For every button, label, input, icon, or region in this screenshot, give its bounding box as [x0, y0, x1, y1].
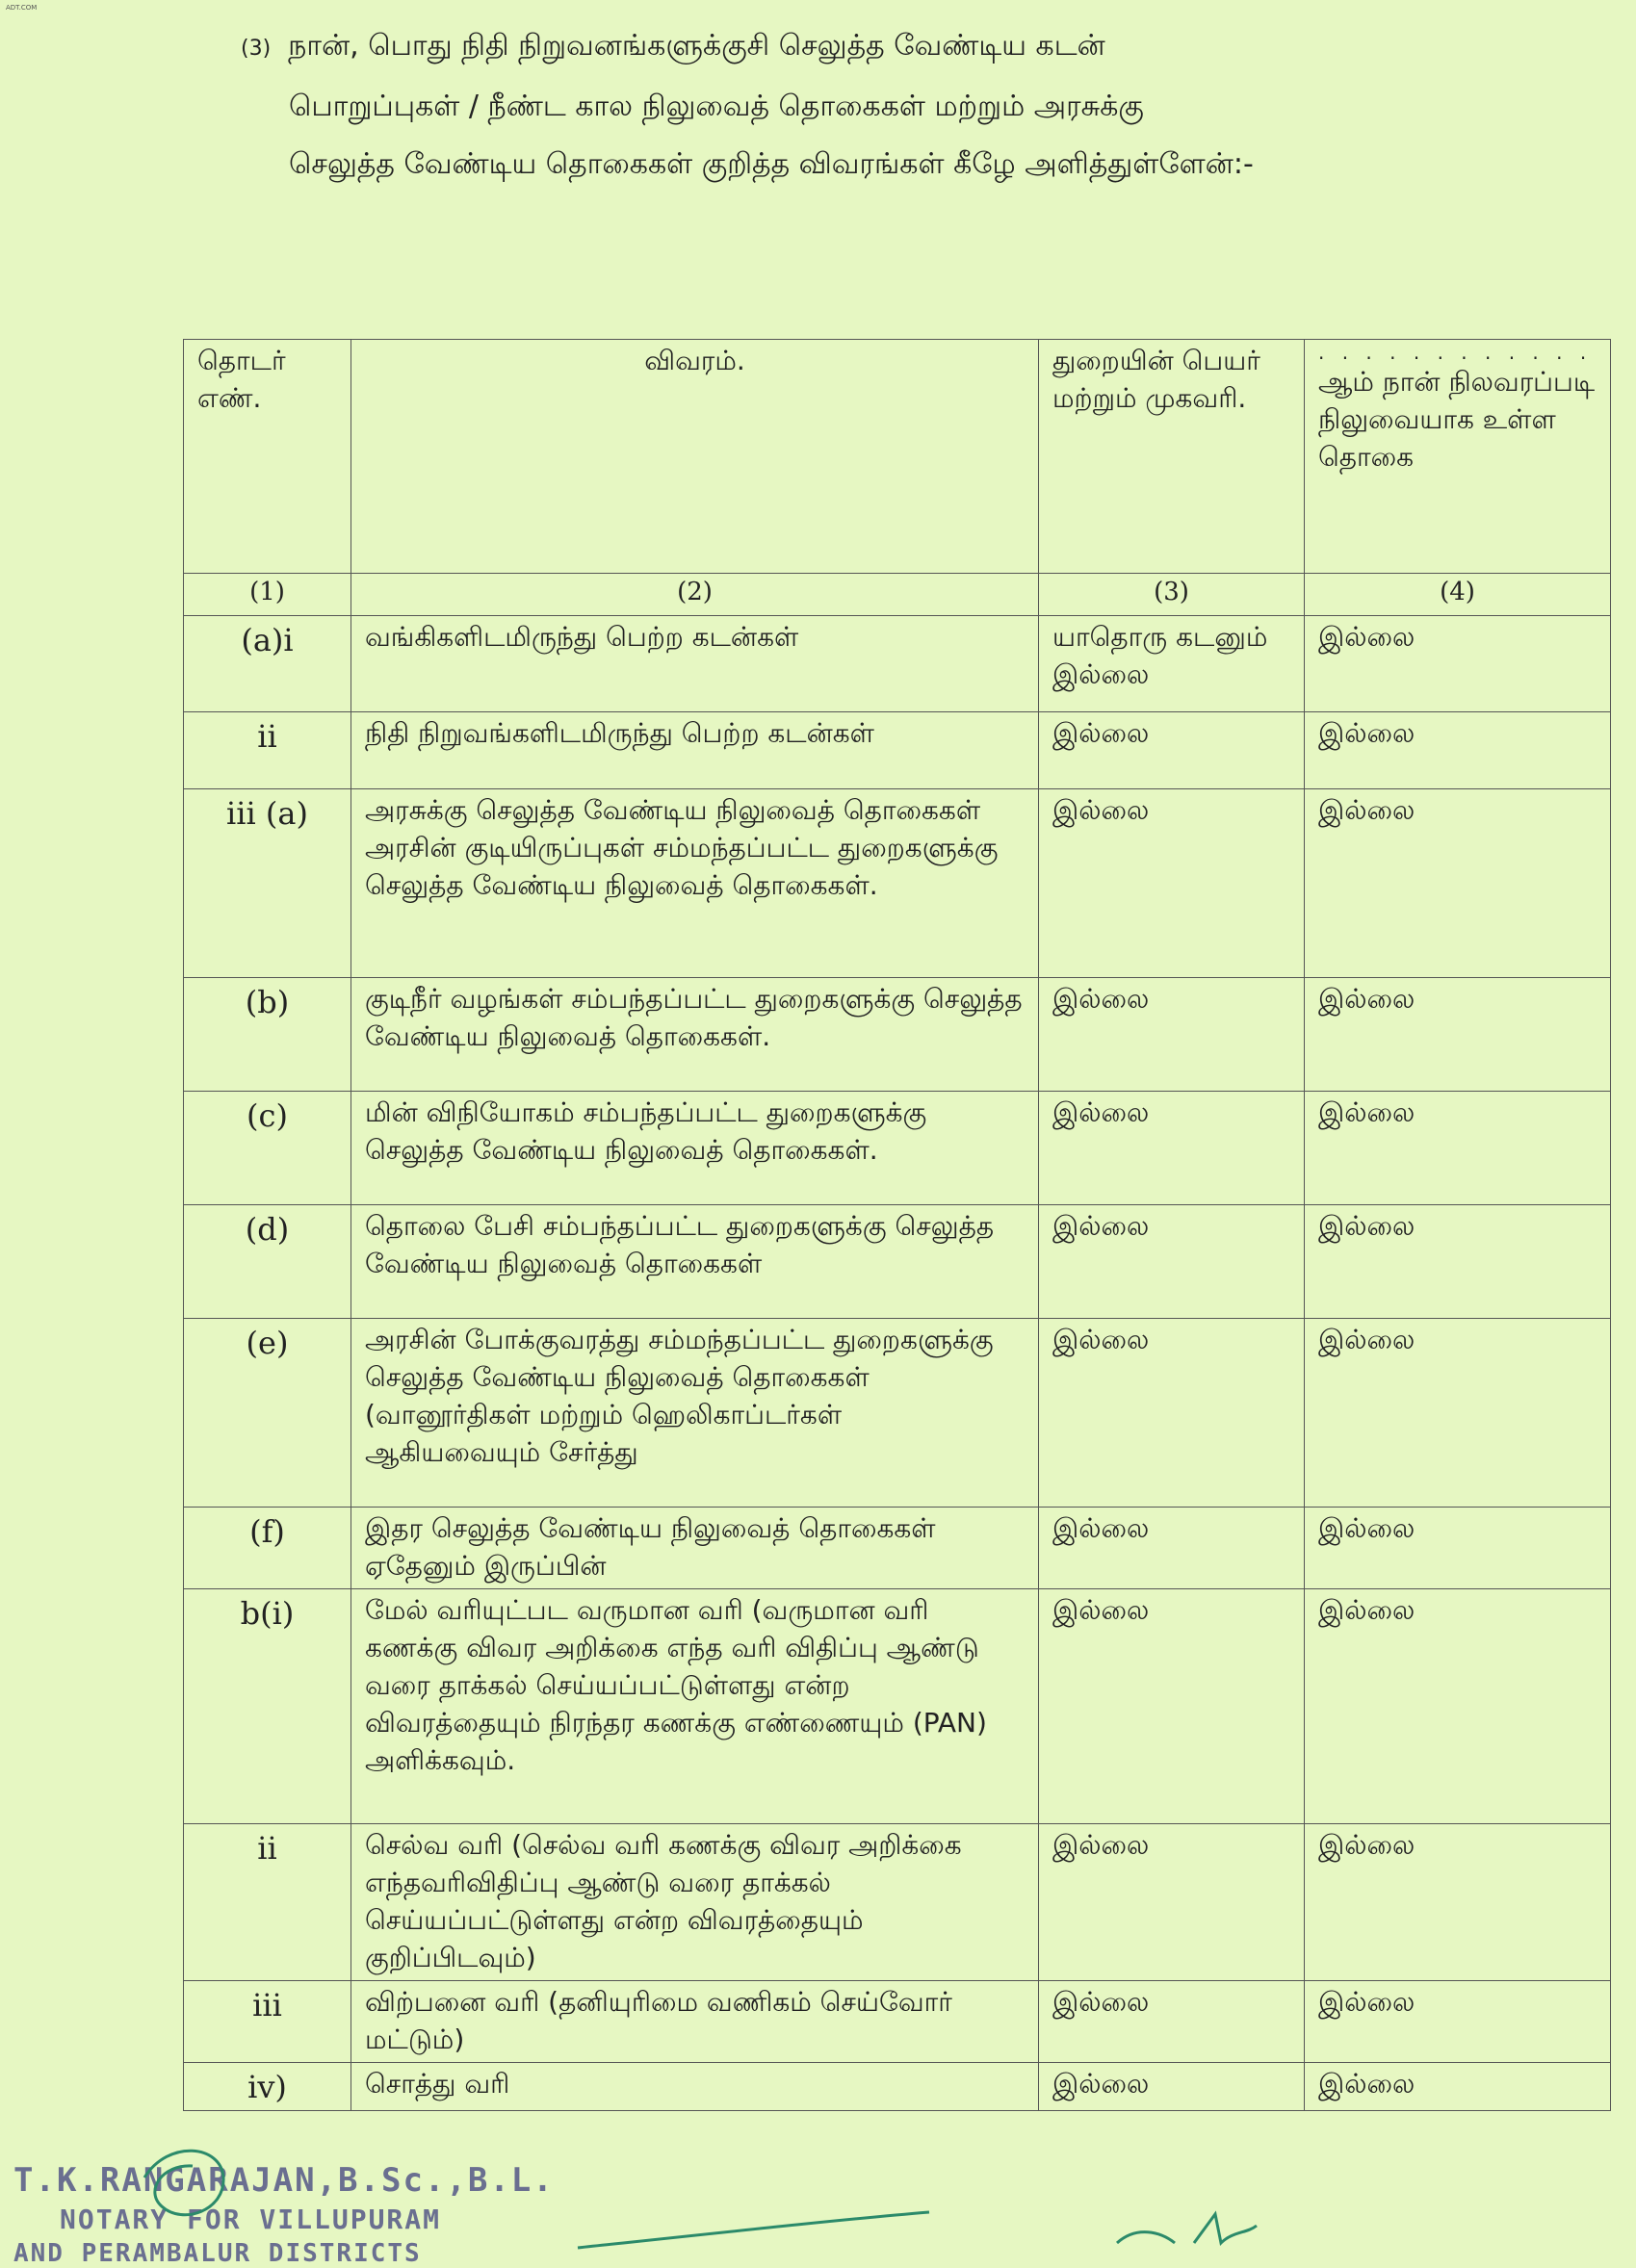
table-row — [184, 1508, 1611, 1589]
signature-line — [578, 2212, 929, 2248]
intro-number: (3) — [241, 37, 272, 61]
row-department: இல்லை — [1039, 1824, 1305, 1981]
row-department: இல்லை — [1039, 1205, 1305, 1319]
column-number: (2) — [351, 574, 1039, 616]
row-description: வங்கிகளிடமிருந்து பெற்ற கடன்கள் — [351, 616, 1039, 712]
table-row — [184, 978, 1611, 1092]
row-department: இல்லை — [1039, 1508, 1305, 1589]
row-department: இல்லை — [1039, 978, 1305, 1092]
row-description: விற்பனை வரி (தனியுரிமை வணிகம் செய்வோர் மட்டும்) — [351, 1981, 1039, 2063]
corner-mark: ADT.COM — [6, 4, 38, 12]
column-number-row — [184, 574, 1611, 616]
column-number: (3) — [1039, 574, 1305, 616]
row-description: அரசுக்கு செலுத்த வேண்டிய நிலுவைத் தொகைகள் அரசின் குடியிருப்புகள் சம்மந்தப்பட்ட துறைகளுக்கு செலுத்த வேண்டிய நிலுவைத் தொகைகள். — [351, 789, 1039, 978]
row-amount: இல்லை — [1305, 1824, 1611, 1981]
header-serial-no: தொடர் எண். — [184, 340, 351, 574]
table-row — [184, 1824, 1611, 1981]
notary-name: T.K.RANGARAJAN,B.Sc.,B.L. — [13, 2161, 555, 2200]
column-number: (1) — [184, 574, 351, 616]
row-description: சொத்து வரி — [351, 2063, 1039, 2111]
row-serial: iii (a) — [184, 789, 351, 978]
liabilities-table — [183, 339, 1611, 2111]
table-header-row — [184, 340, 1611, 574]
header-department: துறையின் பெயர் மற்றும் முகவரி. — [1039, 340, 1305, 574]
intro-paragraph — [241, 17, 1608, 193]
row-serial: (d) — [184, 1205, 351, 1319]
row-department: இல்லை — [1039, 1589, 1305, 1824]
table-row — [184, 1981, 1611, 2063]
row-amount: இல்லை — [1305, 1981, 1611, 2063]
row-serial: (e) — [184, 1319, 351, 1508]
row-amount: இல்லை — [1305, 1319, 1611, 1508]
row-description: அரசின் போக்குவரத்து சம்மந்தப்பட்ட துறைகளுக்கு செலுத்த வேண்டிய நிலுவைத் தொகைகள் (வானூர்திகள் மற்றும் ஹெலிகாப்டர்கள் ஆகியவையும் சேர்த்து — [351, 1319, 1039, 1508]
intro-line-2: பொறுப்புகள் / நீண்ட கால நிலுவைத் தொகைகள் மற்றும் அரசுக்கு — [289, 90, 1144, 123]
row-department: யாதொரு கடனும் இல்லை — [1039, 616, 1305, 712]
row-department: இல்லை — [1039, 1092, 1305, 1205]
table-row — [184, 1205, 1611, 1319]
notary-title: NOTARY FOR VILLUPURAM — [60, 2204, 442, 2235]
row-description: இதர செலுத்த வேண்டிய நிலுவைத் தொகைகள் ஏதேனும் இருப்பின் — [351, 1508, 1039, 1589]
table-row — [184, 616, 1611, 712]
row-serial: ii — [184, 1824, 351, 1981]
table-row — [184, 1092, 1611, 1205]
row-amount: இல்லை — [1305, 1205, 1611, 1319]
row-amount: இல்லை — [1305, 1508, 1611, 1589]
row-amount: இல்லை — [1305, 2063, 1611, 2111]
row-serial: (f) — [184, 1508, 351, 1589]
header-description: விவரம். — [351, 340, 1039, 574]
table-row — [184, 2063, 1611, 2111]
table-row — [184, 1319, 1611, 1508]
row-department: இல்லை — [1039, 789, 1305, 978]
row-amount: இல்லை — [1305, 1092, 1611, 1205]
row-amount: இல்லை — [1305, 1589, 1611, 1824]
table-row — [184, 712, 1611, 789]
intro-line-3: செலுத்த வேண்டிய தொகைகள் குறித்த விவரங்கள் கீழே அளித்துள்ளேன்:- — [289, 147, 1254, 181]
row-description: தொலை பேசி சம்பந்தப்பட்ட துறைகளுக்கு செலுத்த வேண்டிய நிலுவைத் தொகைகள் — [351, 1205, 1039, 1319]
row-serial: b(i) — [184, 1589, 351, 1824]
row-serial: (b) — [184, 978, 351, 1092]
table-row — [184, 1589, 1611, 1824]
row-amount: இல்லை — [1305, 978, 1611, 1092]
row-description: நிதி நிறுவங்களிடமிருந்து பெற்ற கடன்கள் — [351, 712, 1039, 789]
row-description: செல்வ வரி (செல்வ வரி கணக்கு விவர அறிக்கை எந்தவரிவிதிப்பு ஆண்டு வரை தாக்கல் செய்யப்பட்டுள்ளது என்ற விவரத்தையும் குறிப்பிடவும்) — [351, 1824, 1039, 1981]
row-department: இல்லை — [1039, 712, 1305, 789]
row-department: இல்லை — [1039, 1319, 1305, 1508]
table-row — [184, 789, 1611, 978]
header-amount-label: ஆம் நான் நிலவரப்படி நிலுவையாக உள்ள தொகை — [1318, 366, 1596, 473]
row-amount: இல்லை — [1305, 712, 1611, 789]
row-amount: இல்லை — [1305, 616, 1611, 712]
row-serial: ii — [184, 712, 351, 789]
column-number: (4) — [1305, 574, 1611, 616]
row-department: இல்லை — [1039, 1981, 1305, 2063]
intro-line-1: (3) நான், பொது நிதி நிறுவனங்களுக்குசி செலுத்த வேண்டிய கடன் — [241, 29, 1105, 63]
row-serial: (a)i — [184, 616, 351, 712]
row-department: இல்லை — [1039, 2063, 1305, 2111]
row-serial: iii — [184, 1981, 351, 2063]
row-description: மேல் வரியுட்பட வருமான வரி (வருமான வரி கணக்கு விவர அறிக்கை எந்த வரி விதிப்பு ஆண்டு வரை தாக்கல் செய்யப்பட்டுள்ளது என்ற விவரத்தையும் நிரந்தர கணக்கு எண்ணையும் (PAN) அளிக்கவும். — [351, 1589, 1039, 1824]
header-amount — [1305, 340, 1611, 574]
row-description: மின் விநியோகம் சம்பந்தப்பட்ட துறைகளுக்கு செலுத்த வேண்டிய நிலுவைத் தொகைகள். — [351, 1092, 1039, 1205]
header-amount-dots: . . . . . . . . . . . . — [1318, 341, 1593, 364]
row-description: குடிநீர் வழங்கள் சம்பந்தப்பட்ட துறைகளுக்கு செலுத்த வேண்டிய நிலுவைத் தொகைகள். — [351, 978, 1039, 1092]
row-serial: iv) — [184, 2063, 351, 2111]
signature-squiggle — [1117, 2214, 1257, 2243]
notary-districts: AND PERAMBALUR DISTRICTS — [13, 2239, 422, 2268]
row-amount: இல்லை — [1305, 789, 1611, 978]
notary-stamp — [13, 2161, 555, 2268]
row-serial: (c) — [184, 1092, 351, 1205]
